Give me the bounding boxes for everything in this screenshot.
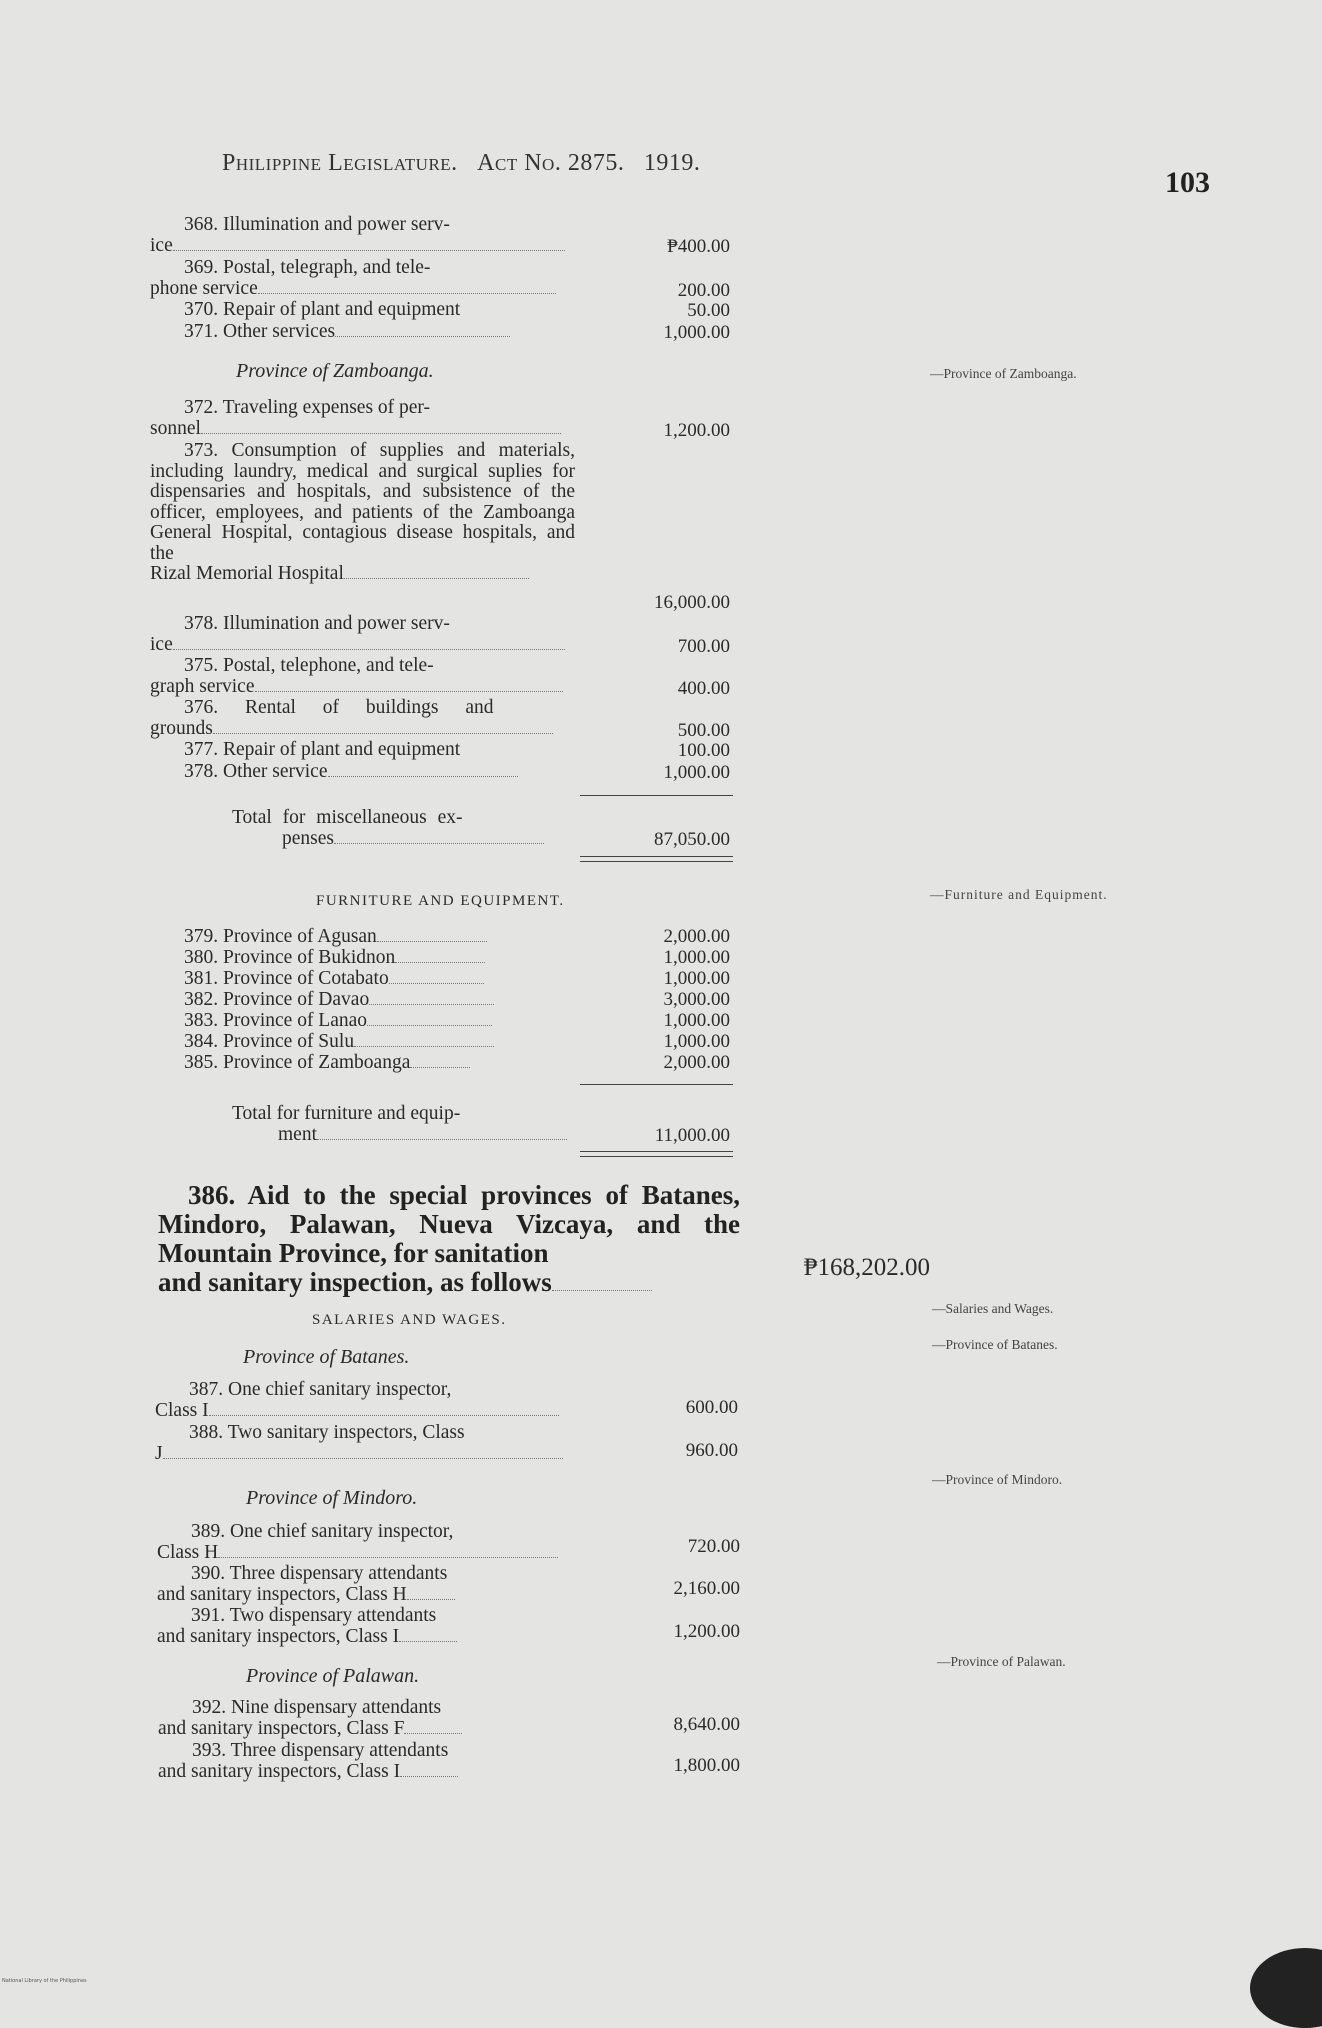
item-391-text: 391. Two dispensary attendants <box>191 1605 437 1626</box>
item-388-amount: 960.00 <box>685 1440 738 1461</box>
item-372-amount: 1,200.00 <box>663 420 730 441</box>
total-miscellaneous-amount: 87,050.00 <box>654 829 730 850</box>
item-390-amount: 2,160.00 <box>673 1578 740 1599</box>
item-368-cont: ice <box>150 236 575 257</box>
total-miscellaneous-cont: penses <box>232 829 575 850</box>
total-furniture <box>232 1104 575 1145</box>
margin-note-batanes: —Province of Batanes. <box>932 1337 1058 1352</box>
item-386-amount: ₱168,202.00 <box>803 1254 930 1281</box>
subtotal-rule-furniture <box>580 1084 733 1085</box>
item-380-amount: 1,000.00 <box>663 947 730 968</box>
margin-note-palawan: —Province of Palawan. <box>937 1654 1066 1669</box>
item-375-text: 375. Postal, telephone, and tele- <box>184 655 434 676</box>
page-number: 103 <box>1165 166 1210 199</box>
item-393-cont: and sanitary inspectors, Class I <box>158 1762 583 1783</box>
item-373-cont: Rizal Memorial Hospital <box>150 564 575 585</box>
item-387 <box>155 1380 580 1421</box>
item-369-amount: 200.00 <box>677 280 730 301</box>
item-370-amount: 50.00 <box>687 300 730 321</box>
heading-province-mindoro: Province of Mindoro. <box>246 1487 418 1509</box>
item-378-text: 378. Other service <box>150 762 575 783</box>
total-miscellaneous <box>232 808 575 849</box>
item-375-cont: graph service <box>150 677 575 698</box>
item-372-text: 372. Traveling expenses of per- <box>184 397 431 418</box>
corner-mark <box>1250 1948 1322 2028</box>
item-386 <box>158 1181 740 1297</box>
item-371 <box>150 322 575 343</box>
heading-furniture-equipment: FURNITURE AND EQUIPMENT. <box>316 893 565 909</box>
item-372-cont: sonnel <box>150 419 575 440</box>
item-389 <box>157 1522 582 1563</box>
item-392 <box>158 1698 583 1739</box>
item-386-text: 386. Aid to the special provinces of Batanes, Mindoro, Palawan, Nueva Vizcaya, and the Mountain Province, for sanitation <box>158 1180 740 1268</box>
item-372 <box>150 398 575 439</box>
item-385: 385. Province of Zamboanga <box>150 1053 575 1074</box>
item-377-amount: 100.00 <box>677 740 730 761</box>
item-391-cont: and sanitary inspectors, Class I <box>157 1627 582 1648</box>
item-373 <box>150 441 575 585</box>
item-384: 384. Province of Sulu <box>150 1032 575 1053</box>
item-368-text: 368. Illumination and power serv- <box>184 214 450 235</box>
item-381: 381. Province of Cotabato <box>150 969 575 990</box>
running-header <box>222 150 700 177</box>
header-act: Act No. 2875. <box>477 150 625 176</box>
margin-note-furniture: —Furniture and Equipment. <box>930 887 1108 902</box>
item-376-cont: grounds <box>150 719 575 740</box>
total-miscellaneous-text: Total for miscellaneous ex- <box>232 807 463 828</box>
subtotal-rule <box>580 795 733 796</box>
item-377 <box>150 740 575 761</box>
item-371-amount: 1,000.00 <box>663 322 730 343</box>
item-392-cont: and sanitary inspectors, Class F <box>158 1719 583 1740</box>
item-385-amount: 2,000.00 <box>663 1052 730 1073</box>
item-370 <box>150 300 575 321</box>
item-391-amount: 1,200.00 <box>673 1621 740 1642</box>
item-368-amount: ₱400.00 <box>667 236 730 257</box>
item-374 <box>150 614 575 655</box>
item-382-amount: 3,000.00 <box>663 989 730 1010</box>
total-furniture-double-rule <box>580 1151 733 1157</box>
header-year: 1919. <box>643 150 701 176</box>
footer-credit: National Library of the Philippines <box>2 1978 87 1984</box>
item-388 <box>155 1423 580 1464</box>
item-373-text: 373. Consumption of supplies and materials, including laundry, medical and surgical suplies for dispensaries and hospitals, and subsistence of the officer, employees, and patients of the Zamboanga General Hospital, contagious disease hospitals, and the <box>150 440 575 564</box>
item-392-text: 392. Nine dispensary attendants <box>192 1697 442 1718</box>
item-380: 380. Province of Bukidnon <box>150 948 575 969</box>
item-388-text: 388. Two sanitary inspectors, Class <box>189 1422 465 1443</box>
item-381-amount: 1,000.00 <box>663 968 730 989</box>
item-375-amount: 400.00 <box>677 678 730 699</box>
item-376 <box>150 698 575 739</box>
item-374-text: 378. Illumination and power serv- <box>184 613 450 634</box>
item-375 <box>150 656 575 697</box>
item-378 <box>150 762 575 783</box>
item-393-text: 393. Three dispensary attendants <box>192 1740 449 1761</box>
total-furniture-cont: ment <box>232 1125 575 1146</box>
item-390-text: 390. Three dispensary attendants <box>191 1563 448 1584</box>
item-391 <box>157 1606 582 1647</box>
heading-province-zamboanga: Province of Zamboanga. <box>236 360 434 382</box>
total-double-rule <box>580 856 733 862</box>
item-371-text: 371. Other services <box>150 322 575 343</box>
item-378-amount: 1,000.00 <box>663 762 730 783</box>
item-386-cont: and sanitary inspection, as follows <box>158 1268 740 1297</box>
item-376-amount: 500.00 <box>677 720 730 741</box>
heading-province-batanes: Province of Batanes. <box>243 1346 410 1368</box>
item-373-amount: 16,000.00 <box>654 592 730 613</box>
item-383: 383. Province of Lanao <box>150 1011 575 1032</box>
header-title: Philippine Legislature. <box>222 150 458 176</box>
item-383-amount: 1,000.00 <box>663 1010 730 1031</box>
item-390 <box>157 1564 582 1605</box>
item-387-text: 387. One chief sanitary inspector, <box>189 1379 452 1400</box>
item-370-text: 370. Repair of plant and equipment <box>184 299 461 320</box>
item-379-amount: 2,000.00 <box>663 926 730 947</box>
total-furniture-amount: 11,000.00 <box>654 1125 730 1146</box>
item-388-cont: J <box>155 1444 580 1465</box>
total-furniture-text: Total for furniture and equip- <box>232 1103 461 1124</box>
item-392-amount: 8,640.00 <box>673 1714 740 1735</box>
item-369-text: 369. Postal, telegraph, and tele- <box>184 257 431 278</box>
item-387-amount: 600.00 <box>685 1397 738 1418</box>
margin-note-zamboanga: —Province of Zamboanga. <box>930 366 1077 381</box>
item-374-cont: ice <box>150 635 575 656</box>
item-379: 379. Province of Agusan <box>150 927 575 948</box>
item-374-amount: 700.00 <box>677 636 730 657</box>
item-390-cont: and sanitary inspectors, Class H <box>157 1585 582 1606</box>
item-389-amount: 720.00 <box>687 1536 740 1557</box>
item-382: 382. Province of Davao <box>150 990 575 1011</box>
item-369-cont: phone service <box>150 279 575 300</box>
item-389-cont: Class H <box>157 1543 582 1564</box>
item-393-amount: 1,800.00 <box>673 1755 740 1776</box>
heading-province-palawan: Province of Palawan. <box>246 1665 420 1687</box>
item-384-amount: 1,000.00 <box>663 1031 730 1052</box>
item-369 <box>150 258 575 299</box>
margin-note-mindoro: —Province of Mindoro. <box>932 1472 1063 1487</box>
item-377-text: 377. Repair of plant and equipment <box>184 739 461 760</box>
margin-note-salaries: —Salaries and Wages. <box>932 1301 1054 1316</box>
item-376-text: 376. Rental of buildings and <box>184 697 494 718</box>
item-368 <box>150 215 575 256</box>
heading-salaries-wages: SALARIES AND WAGES. <box>312 1312 507 1328</box>
item-387-cont: Class I <box>155 1401 580 1422</box>
item-389-text: 389. One chief sanitary inspector, <box>191 1521 454 1542</box>
item-393 <box>158 1741 583 1782</box>
